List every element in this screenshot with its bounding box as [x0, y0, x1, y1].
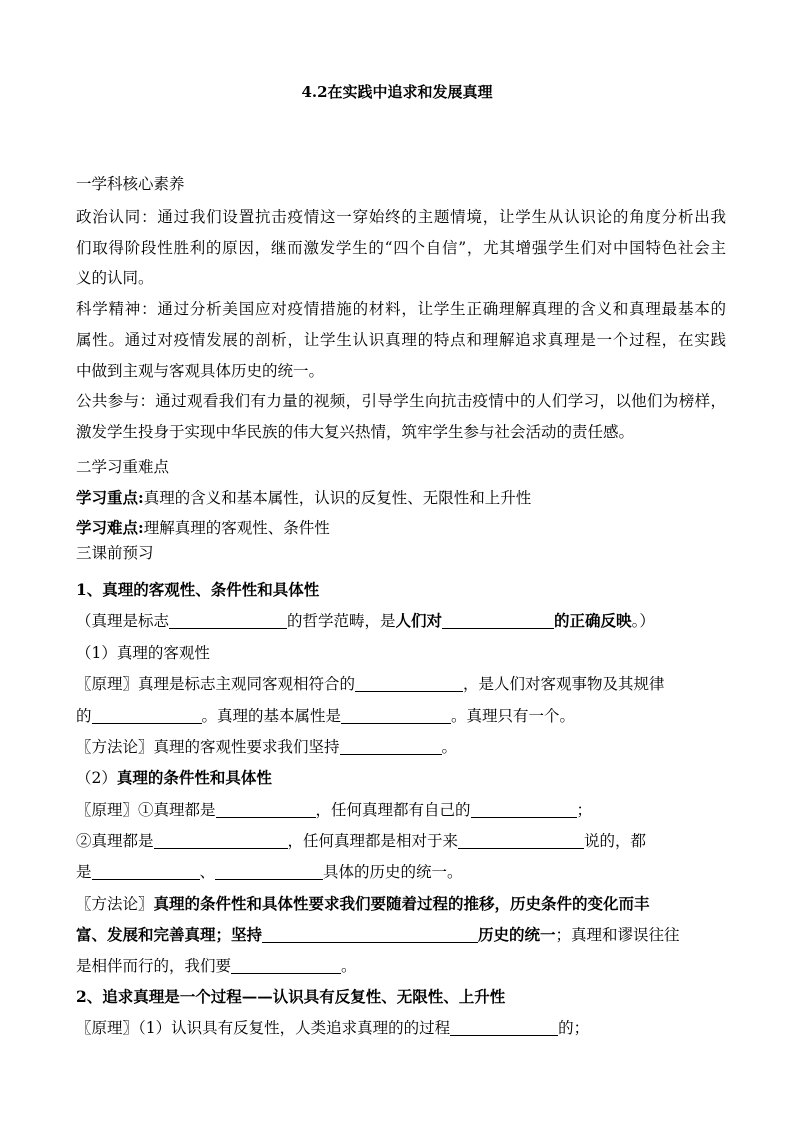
- fill-blank[interactable]: [231, 957, 341, 974]
- q1-principle-text-c: 的: [76, 707, 92, 725]
- q1-method2-line-3: [76, 956, 726, 976]
- q1-intro-text-d: 的正确反映: [554, 611, 632, 630]
- paragraph-political-line-3: 义的认同。: [76, 269, 154, 287]
- q1-intro-text-e: 。）: [631, 612, 655, 630]
- paragraph-science-line-1: 科学精神：通过分析美国应对疫情措施的材料，让学生正确理解真理的含义和真理最基本的: [76, 300, 726, 318]
- q1-method2-bold-text: 真理的条件性和具体性要求我们要随着过程的推移，历史条件的变化而丰: [153, 894, 650, 913]
- q1-condition-text-g: 是: [76, 863, 92, 881]
- page-title: 4.2在实践中追求和发展真理: [301, 83, 493, 101]
- paragraph-public-line-1: 公共参与：通过观看我们有力量的视频，引导学生向抗击疫情中的人们学习，以他们为榜样，: [76, 392, 726, 410]
- fill-blank[interactable]: [154, 832, 288, 849]
- paragraph-science-line-2: 属性。通过对疫情发展的剖析，让学生认识真理的特点和理解追求真理是一个过程，在实践: [76, 331, 726, 349]
- key-point-text: 真理的含义和基本属性，认识的反复性、无限性和上升性: [143, 489, 532, 507]
- q1-principle-text-e: 。真理只有一个。: [451, 707, 576, 725]
- q1-condition-line-2: [76, 831, 726, 851]
- paragraph-political-line-2: 们取得阶段性胜利的原因，继而激发学生的“四个自信”，尤其增强学生们对中国特色社会主: [76, 239, 726, 257]
- q1-principle-line-1: [76, 674, 726, 694]
- question-1-title: 1、真理的客观性、条件性和具体性: [76, 580, 320, 599]
- q1-method-text-a: 〖方法论〗真理的客观性要求我们坚持: [76, 738, 340, 756]
- q1-condition-text-a: 〖原理〗①真理都是: [76, 801, 216, 819]
- subheading-objectivity: （1）真理的客观性: [76, 644, 210, 662]
- fill-blank[interactable]: [442, 612, 554, 629]
- q1-method2-label: 〖方法论〗: [76, 895, 154, 913]
- q1-method-line: [76, 737, 726, 757]
- q1-method2-text-e: 。: [341, 957, 357, 975]
- q2-principle-line: [76, 1018, 726, 1038]
- difficult-point-line: [76, 518, 726, 538]
- q1-condition-text-b: ，任何真理都有自己的: [315, 801, 471, 819]
- subheading-number: （2）: [76, 769, 117, 787]
- fill-blank[interactable]: [458, 832, 584, 849]
- key-point-line: [76, 488, 726, 508]
- q1-method2-text-c: ；真理和谬误往往: [555, 926, 680, 944]
- q1-intro-line: [76, 611, 726, 631]
- q2-principle-text-b: 的；: [558, 1019, 590, 1037]
- q1-principle-text-a: 〖原理〗真理是标志主观同客观相符合的: [76, 675, 356, 693]
- q1-method2-line-2: [76, 925, 726, 945]
- fill-blank[interactable]: [341, 707, 451, 724]
- q1-intro-text-a: （真理是标志: [76, 612, 170, 630]
- fill-blank[interactable]: [355, 675, 463, 692]
- fill-blank[interactable]: [471, 801, 577, 818]
- subheading-text: 真理的条件性和具体性: [116, 768, 272, 787]
- fill-blank[interactable]: [92, 707, 202, 724]
- question-2-title: 2、追求真理是一个过程——认识具有反复性、无限性、上升性: [76, 987, 506, 1006]
- section-heading-preview: 三课前预习: [76, 544, 154, 562]
- q1-intro-text-c: 人们对: [395, 611, 443, 630]
- q1-method2-text-d: 是相伴而行的，我们要: [76, 957, 232, 975]
- q1-condition-text-h: 、: [199, 863, 216, 881]
- q1-condition-text-c: ；: [576, 801, 593, 819]
- fill-blank[interactable]: [92, 863, 200, 880]
- q1-condition-text-i: 具体的历史的统一。: [323, 863, 463, 881]
- paragraph-science-line-3: 中做到主观与客观具体历史的统一。: [76, 362, 325, 380]
- fill-blank[interactable]: [216, 801, 316, 818]
- q1-method2-text-b: 历史的统一: [478, 925, 556, 944]
- key-point-label: 学习重点:: [76, 488, 144, 507]
- fill-blank[interactable]: [262, 926, 478, 943]
- q1-condition-text-f: 说的，都: [584, 832, 647, 850]
- q1-principle-text-d: 。真理的基本属性是: [201, 707, 342, 725]
- difficult-point-label: 学习难点:: [76, 518, 144, 537]
- q2-principle-text-a: 〖原理〗（1）认识具有反复性，人类追求真理的的过程: [76, 1019, 451, 1037]
- q1-intro-text-b: 的哲学范畴，是: [287, 612, 396, 630]
- fill-blank[interactable]: [450, 1019, 558, 1036]
- q1-condition-line-3: [76, 862, 726, 882]
- fill-blank[interactable]: [169, 612, 287, 629]
- q1-method2-line-1: [76, 894, 726, 914]
- difficult-point-text: 理解真理的客观性、条件性: [143, 519, 330, 537]
- paragraph-public-line-2: 激发学生投身于实现中华民族的伟大复兴热情，筑牢学生参与社会活动的责任感。: [76, 423, 635, 441]
- fill-blank[interactable]: [340, 738, 442, 755]
- q1-principle-line-2: [76, 706, 726, 726]
- section-heading-key-points: 二学习重难点: [76, 458, 170, 476]
- q1-method-text-b: 。: [441, 738, 458, 756]
- q1-condition-line-1: [76, 800, 726, 820]
- fill-blank[interactable]: [215, 863, 323, 880]
- q1-method2-text-a: 富、发展和完善真理；坚持: [76, 925, 263, 944]
- q1-condition-text-e: ，任何真理都是相对于来: [287, 832, 459, 850]
- subheading-conditionality: [76, 768, 726, 788]
- paragraph-political-line-1: 政治认同：通过我们设置抗击疫情这一穿始终的主题情境，让学生从认识论的角度分析出我: [76, 208, 726, 226]
- section-heading-core-literacy: 一学科核心素养: [76, 175, 185, 193]
- q1-condition-text-d: ②真理都是: [76, 832, 154, 850]
- q1-principle-text-b: ，是人们对客观事物及其规律: [463, 675, 665, 693]
